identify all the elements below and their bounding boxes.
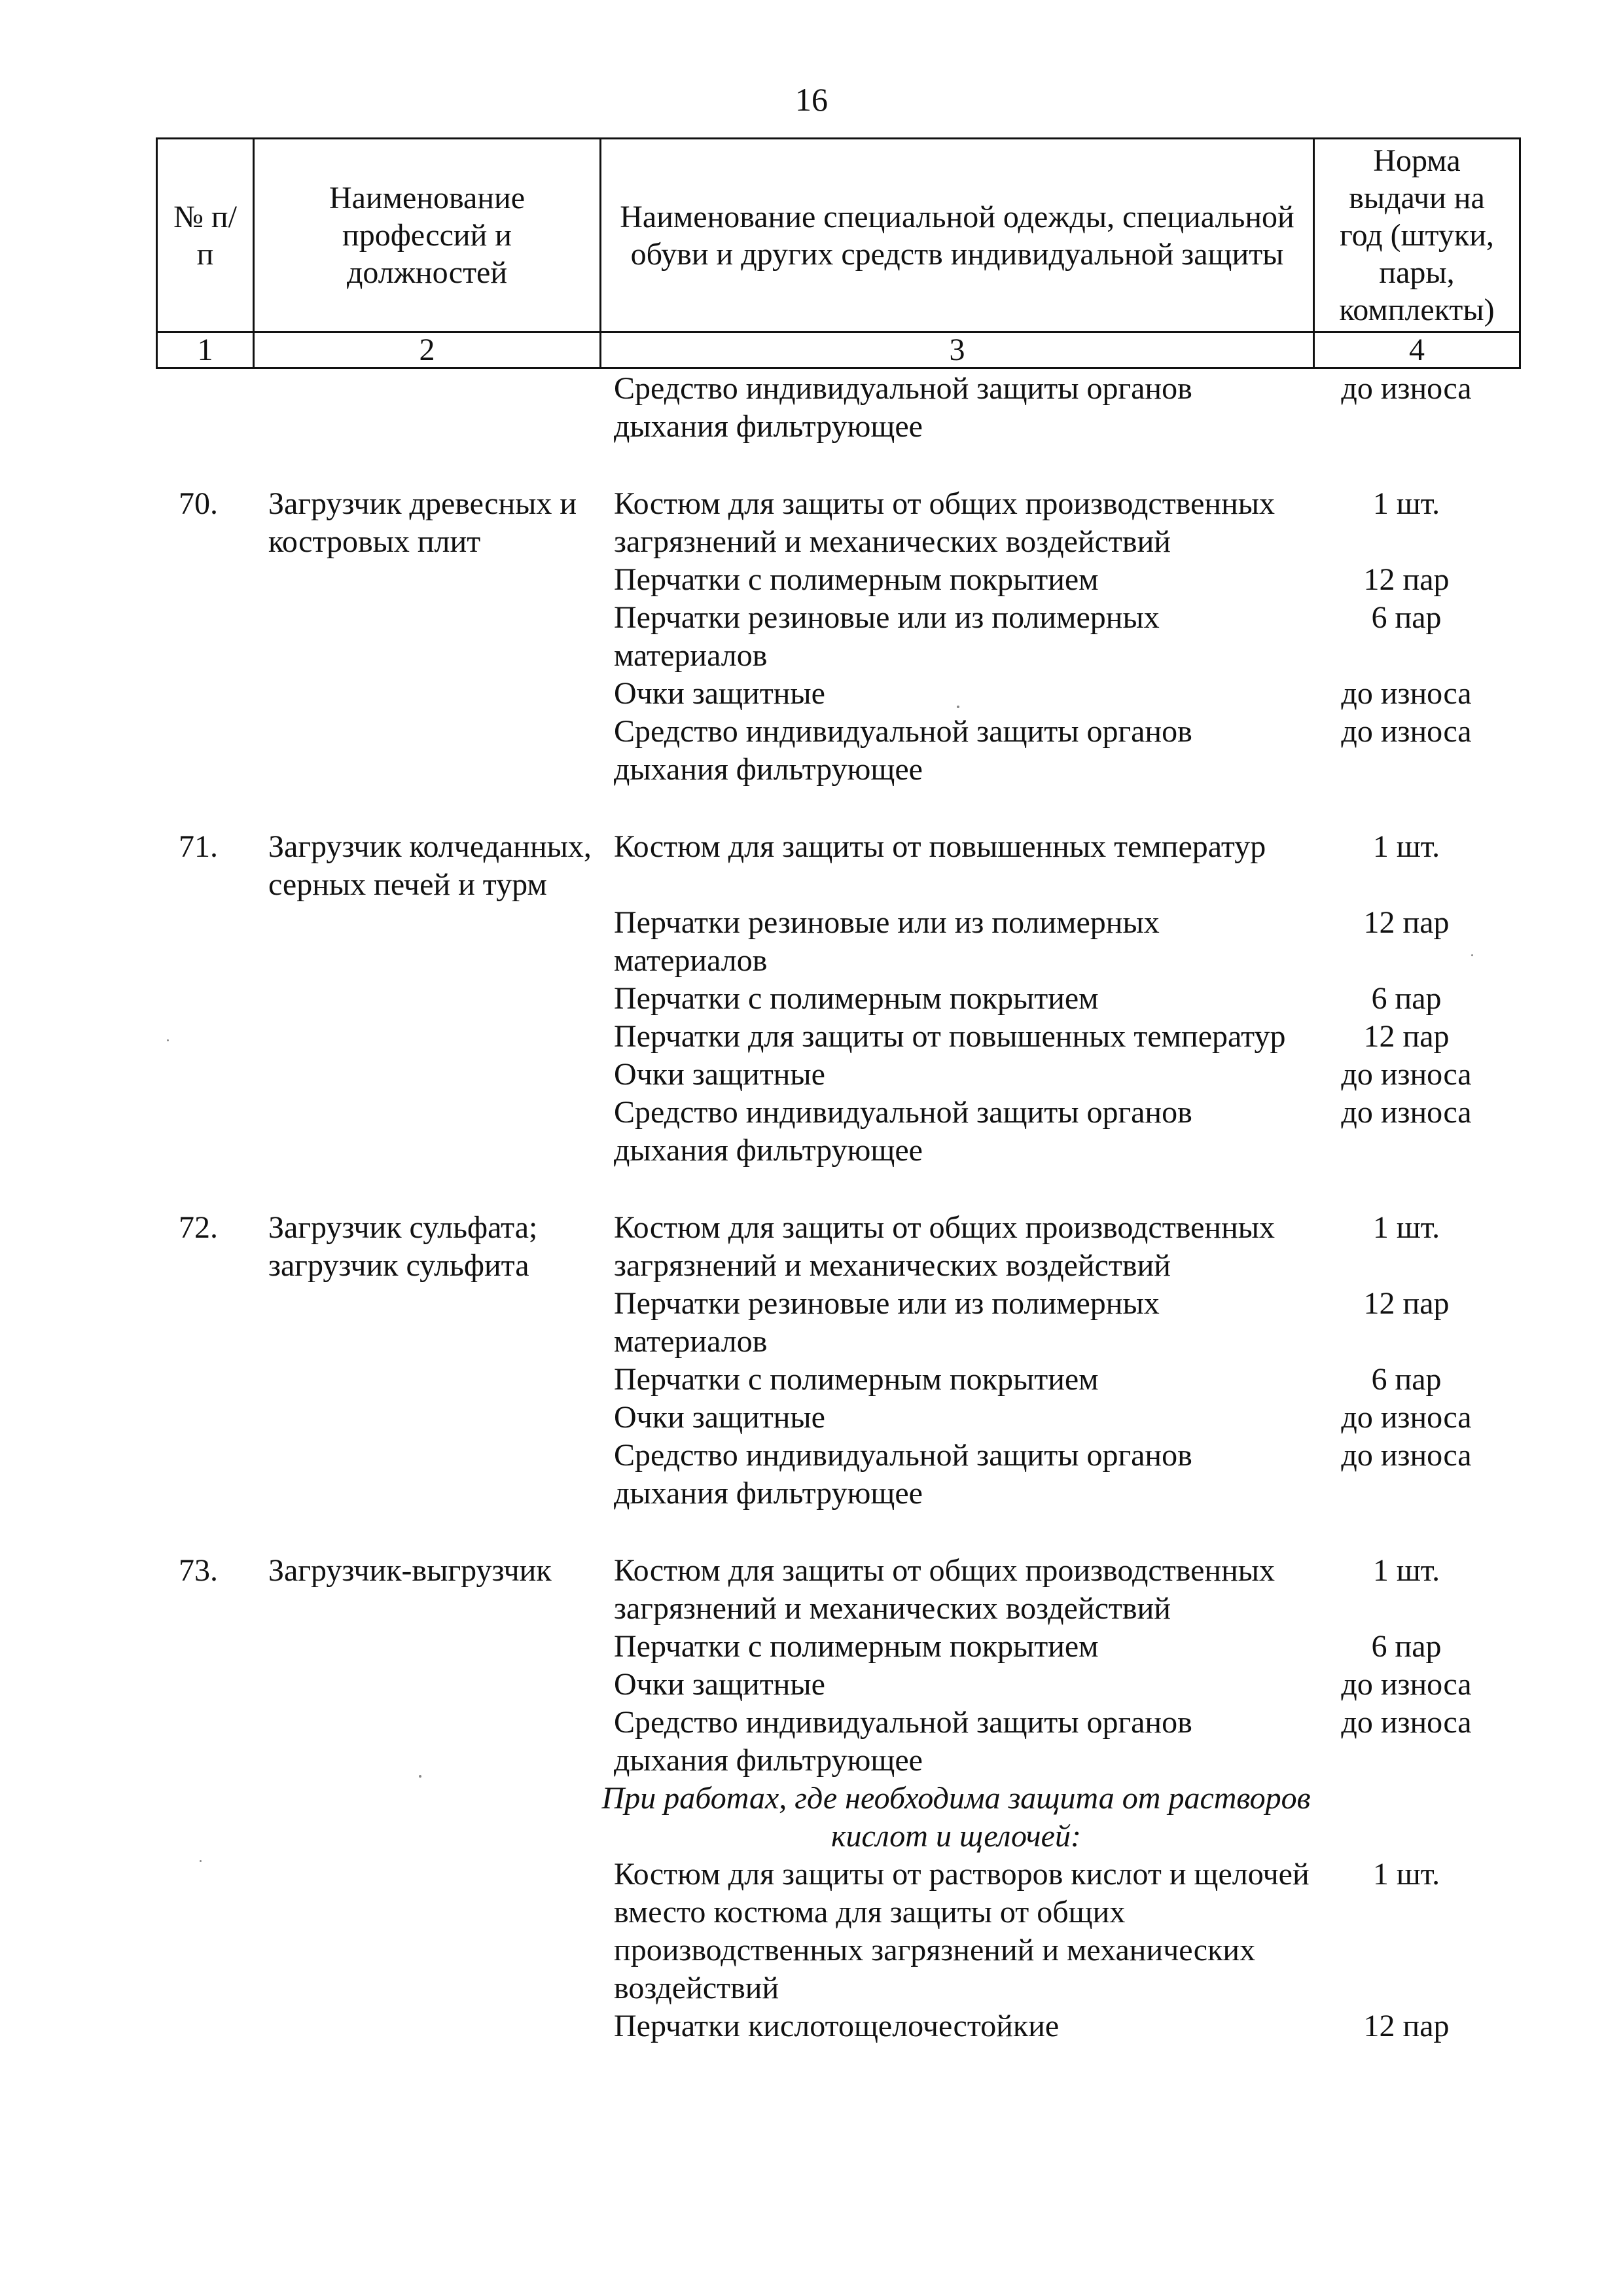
entry-profession: Загрузчик сульфата; загрузчик сульфита <box>268 1210 538 1283</box>
item-name: Костюм для защиты от растворов кислот и щелочей вместо костюма для защиты от общих производственных загрязнений и механических воздействий <box>614 1857 1310 2005</box>
scan-speck <box>200 1860 202 1862</box>
entry-number: 71. <box>179 829 218 864</box>
item-name: Костюм для защиты от общих производственных загрязнений и механических воздействий <box>614 486 1275 559</box>
item-norm: до износа <box>1341 1705 1472 1740</box>
item-norm: до износа <box>1341 1667 1472 1702</box>
item-name: Костюм для защиты от общих производственных загрязнений и механических воздействий <box>614 1210 1275 1283</box>
item-name: Средство индивидуальной защиты органов дыхания фильтрующее <box>614 714 1192 787</box>
item-name: Перчатки резиновые или из полимерных материалов <box>614 1286 1160 1359</box>
header-num-3: 3 <box>599 331 1313 369</box>
item-name: Костюм для защиты от повышенных температур <box>614 829 1266 864</box>
item-norm: 12 пар <box>1363 1019 1450 1054</box>
continuation-item: Средство индивидуальной защиты органов дыхания фильтрующее <box>614 371 1192 444</box>
item-norm: 12 пар <box>1363 2009 1450 2043</box>
scan-speck <box>957 706 959 708</box>
item-norm: 1 шт. <box>1372 1210 1440 1245</box>
continuation-norm: до износа <box>1341 371 1472 406</box>
item-norm: 6 пар <box>1371 1362 1442 1397</box>
header-col-norm: Норма выдачи на год (штуки, пары, комплекты) <box>1313 137 1521 331</box>
item-name: Очки защитные <box>614 1057 825 1092</box>
header-col-profession: Наименование профессий и должностей <box>253 137 599 331</box>
item-norm: 12 пар <box>1363 562 1450 597</box>
entry-profession: Загрузчик колчеданных, серных печей и турм <box>268 829 592 902</box>
item-norm: до износа <box>1341 1057 1472 1092</box>
table-header <box>156 137 1521 369</box>
item-norm: 6 пар <box>1371 981 1442 1016</box>
entry-number: 73. <box>179 1553 218 1588</box>
entry-number: 70. <box>179 486 218 521</box>
scan-speck <box>1471 954 1473 956</box>
entry-number: 72. <box>179 1210 218 1245</box>
header-col-number: № п/п <box>156 137 253 331</box>
item-name: Перчатки для защиты от повышенных температур <box>614 1019 1286 1054</box>
item-name: Очки защитные <box>614 1667 825 1702</box>
item-norm: 6 пар <box>1371 600 1442 635</box>
item-norm: до износа <box>1341 1400 1472 1435</box>
item-norm: 1 шт. <box>1372 829 1440 864</box>
item-name: Перчатки с полимерным покрытием <box>614 1629 1099 1664</box>
item-name: Перчатки с полимерным покрытием <box>614 981 1099 1016</box>
item-name: Средство индивидуальной защиты органов дыхания фильтрующее <box>614 1705 1192 1778</box>
entry-profession: Загрузчик древесных и костровых плит <box>268 486 577 559</box>
item-name: Перчатки резиновые или из полимерных материалов <box>614 905 1160 978</box>
table-body <box>156 370 1521 2045</box>
item-name: Перчатки с полимерным покрытием <box>614 1362 1099 1397</box>
item-name: Очки защитные <box>614 1400 825 1435</box>
item-norm: до износа <box>1341 1438 1472 1473</box>
section-subheading: При работах, где необходима защита от растворов кислот и щелочей: <box>601 1781 1311 1854</box>
scan-speck <box>419 1775 421 1778</box>
item-name: Перчатки резиновые или из полимерных материалов <box>614 600 1160 673</box>
item-norm: до износа <box>1341 714 1472 749</box>
item-norm: 1 шт. <box>1372 1857 1440 1892</box>
header-num-2: 2 <box>253 331 599 369</box>
item-name: Костюм для защиты от общих производственных загрязнений и механических воздействий <box>614 1553 1275 1626</box>
item-norm: 12 пар <box>1363 905 1450 940</box>
item-name: Средство индивидуальной защиты органов дыхания фильтрующее <box>614 1438 1192 1511</box>
item-norm: 1 шт. <box>1372 486 1440 521</box>
header-num-4: 4 <box>1313 331 1521 369</box>
entry-profession: Загрузчик-выгрузчик <box>268 1553 552 1588</box>
item-norm: 6 пар <box>1371 1629 1442 1664</box>
page-number: 16 <box>795 81 828 118</box>
item-norm: 1 шт. <box>1372 1553 1440 1588</box>
item-norm: до износа <box>1341 1095 1472 1130</box>
item-norm: 12 пар <box>1363 1286 1450 1321</box>
header-num-1: 1 <box>156 331 253 369</box>
scan-speck <box>167 1039 169 1041</box>
header-col-items: Наименование специальной одежды, специальной обуви и других средств индивидуальной защиты <box>599 137 1313 331</box>
item-name: Перчатки с полимерным покрытием <box>614 562 1099 597</box>
item-name: Перчатки кислотощелочестойкие <box>614 2009 1060 2043</box>
item-name: Очки защитные <box>614 676 825 711</box>
item-norm: до износа <box>1341 676 1472 711</box>
item-name: Средство индивидуальной защиты органов дыхания фильтрующее <box>614 1095 1192 1168</box>
